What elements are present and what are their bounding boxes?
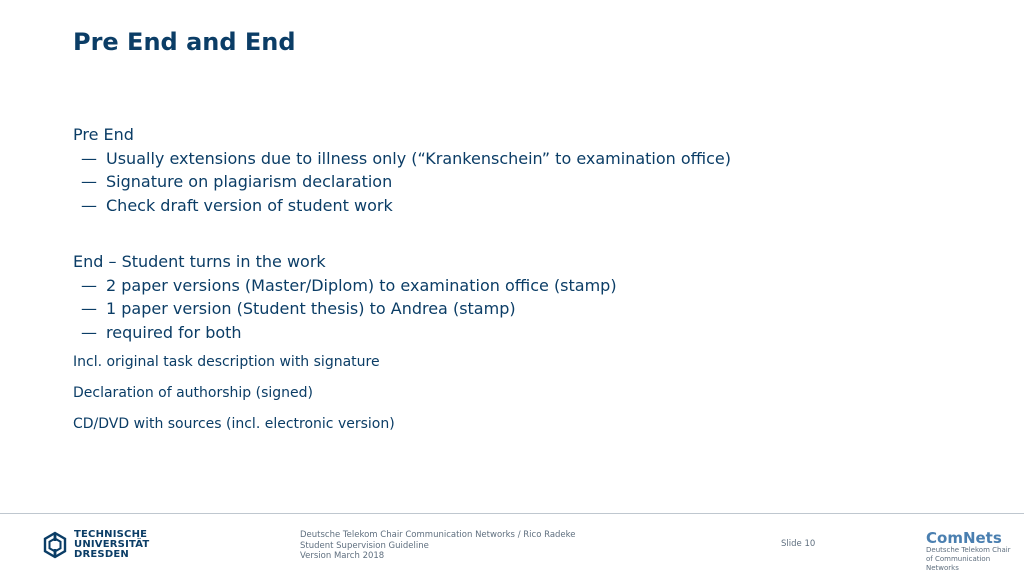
list-item: — Usually extensions due to illness only (“Krankenschein” to examination office) [73,147,731,171]
bullet-dash: — [81,172,97,191]
list-item: — Check draft version of student work [73,194,731,218]
list-item: — required for both [73,321,617,345]
bullet-dash: — [81,275,97,295]
bullet-dash: — [81,195,97,215]
slide-title: Pre End and End [73,28,296,56]
end-heading: End – Student turns in the work [73,252,326,271]
footer-info [300,530,576,562]
comnets-name: ComNets [926,529,1002,547]
note-task-description: Incl. original task description with signature [73,354,380,370]
comnets-sub-line: of Communication Networks [926,555,991,572]
footer-guideline-line: Student Supervision Guideline [300,540,429,551]
comnets-logo [926,530,1024,573]
footer-version-line: Version March 2018 [300,551,385,561]
pre-end-heading: Pre End [73,125,134,144]
tud-logo [41,530,149,560]
note-declaration: Declaration of authorship (signed) [73,385,314,401]
bullet-dash: — [81,299,97,318]
comnets-sub-line: Deutsche Telekom Chair [926,546,1011,554]
slide-number: Slide 10 [781,539,816,549]
tud-logo-line: UNIVERSITÄT [74,539,150,550]
list-item: — Signature on plagiarism declaration [73,170,731,194]
end-section [73,250,617,344]
footer-divider [0,513,1024,514]
pre-end-section [73,123,731,217]
list-item: — 2 paper versions (Master/Diplom) to examination office (stamp) [73,274,617,298]
bullet-dash: — [81,322,97,342]
tud-logo-line: DRESDEN [74,549,129,560]
footer-chair-line: Deutsche Telekom Chair Communication Networks / Rico Radeke [300,530,576,540]
note-cd-dvd: CD/DVD with sources (incl. electronic version) [73,416,395,432]
bullet-dash: — [81,148,97,168]
tud-logo-line: TECHNISCHE [74,529,148,540]
tud-emblem-icon [41,531,69,559]
list-item: — 1 paper version (Student thesis) to Andrea (stamp) [73,297,617,321]
